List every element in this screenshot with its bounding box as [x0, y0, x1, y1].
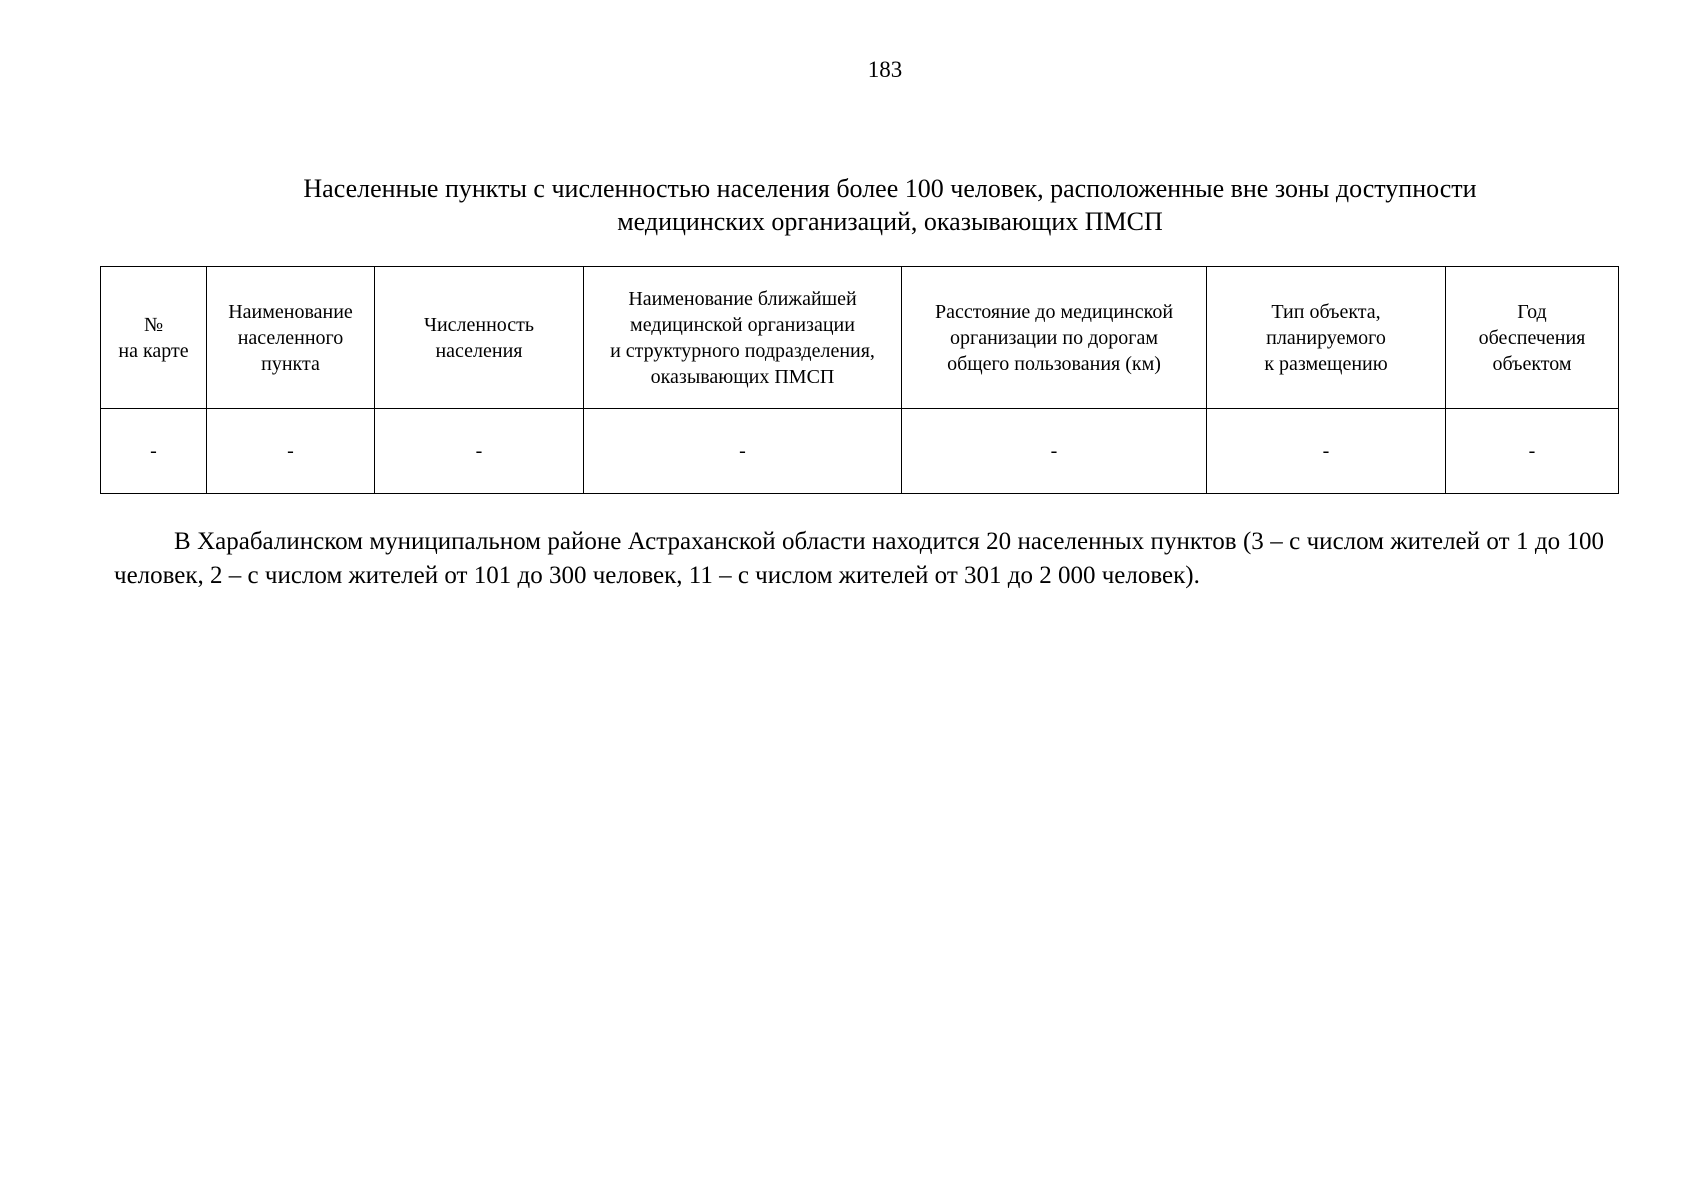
header-provision-year: Год обеспечения объектом — [1446, 267, 1619, 409]
table-cell: - — [375, 409, 584, 494]
table-row — [101, 409, 1619, 494]
header-distance: Расстояние до медицинской организации по дорогам общего пользования (км) — [902, 267, 1207, 409]
table-cell: - — [584, 409, 902, 494]
body-paragraph: В Харабалинском муниципальном районе Астраханской области находится 20 населенных пунктов (3 – с числом жителей от 1 до 100 человек, 2 – с числом жителей от 101 до 300 человек, 11 – с числом жителей от 301 до 2 000 человек). — [114, 528, 1604, 589]
data-table — [100, 266, 1619, 494]
table-container — [100, 266, 1618, 494]
page-number: 183 — [867, 57, 903, 82]
header-nearest-medical-org: Наименование ближайшей медицинской организации и структурного подразделения, оказывающих ПМСП — [584, 267, 902, 409]
table-title: Населенные пункты с численностью населения более 100 человек, расположенные вне зоны доступности медицинских организаций, оказывающих ПМСП — [303, 174, 1477, 236]
table-cell: - — [207, 409, 375, 494]
table-cell: - — [1446, 409, 1619, 494]
table-cell: - — [1207, 409, 1446, 494]
table-cell: - — [101, 409, 207, 494]
table-cell: - — [902, 409, 1207, 494]
table-header-row — [101, 267, 1619, 409]
header-settlement-name: Наименование населенного пункта — [207, 267, 375, 409]
header-object-type: Тип объекта, планируемого к размещению — [1207, 267, 1446, 409]
header-population: Численность населения — [375, 267, 584, 409]
header-map-number: № на карте — [101, 267, 207, 409]
